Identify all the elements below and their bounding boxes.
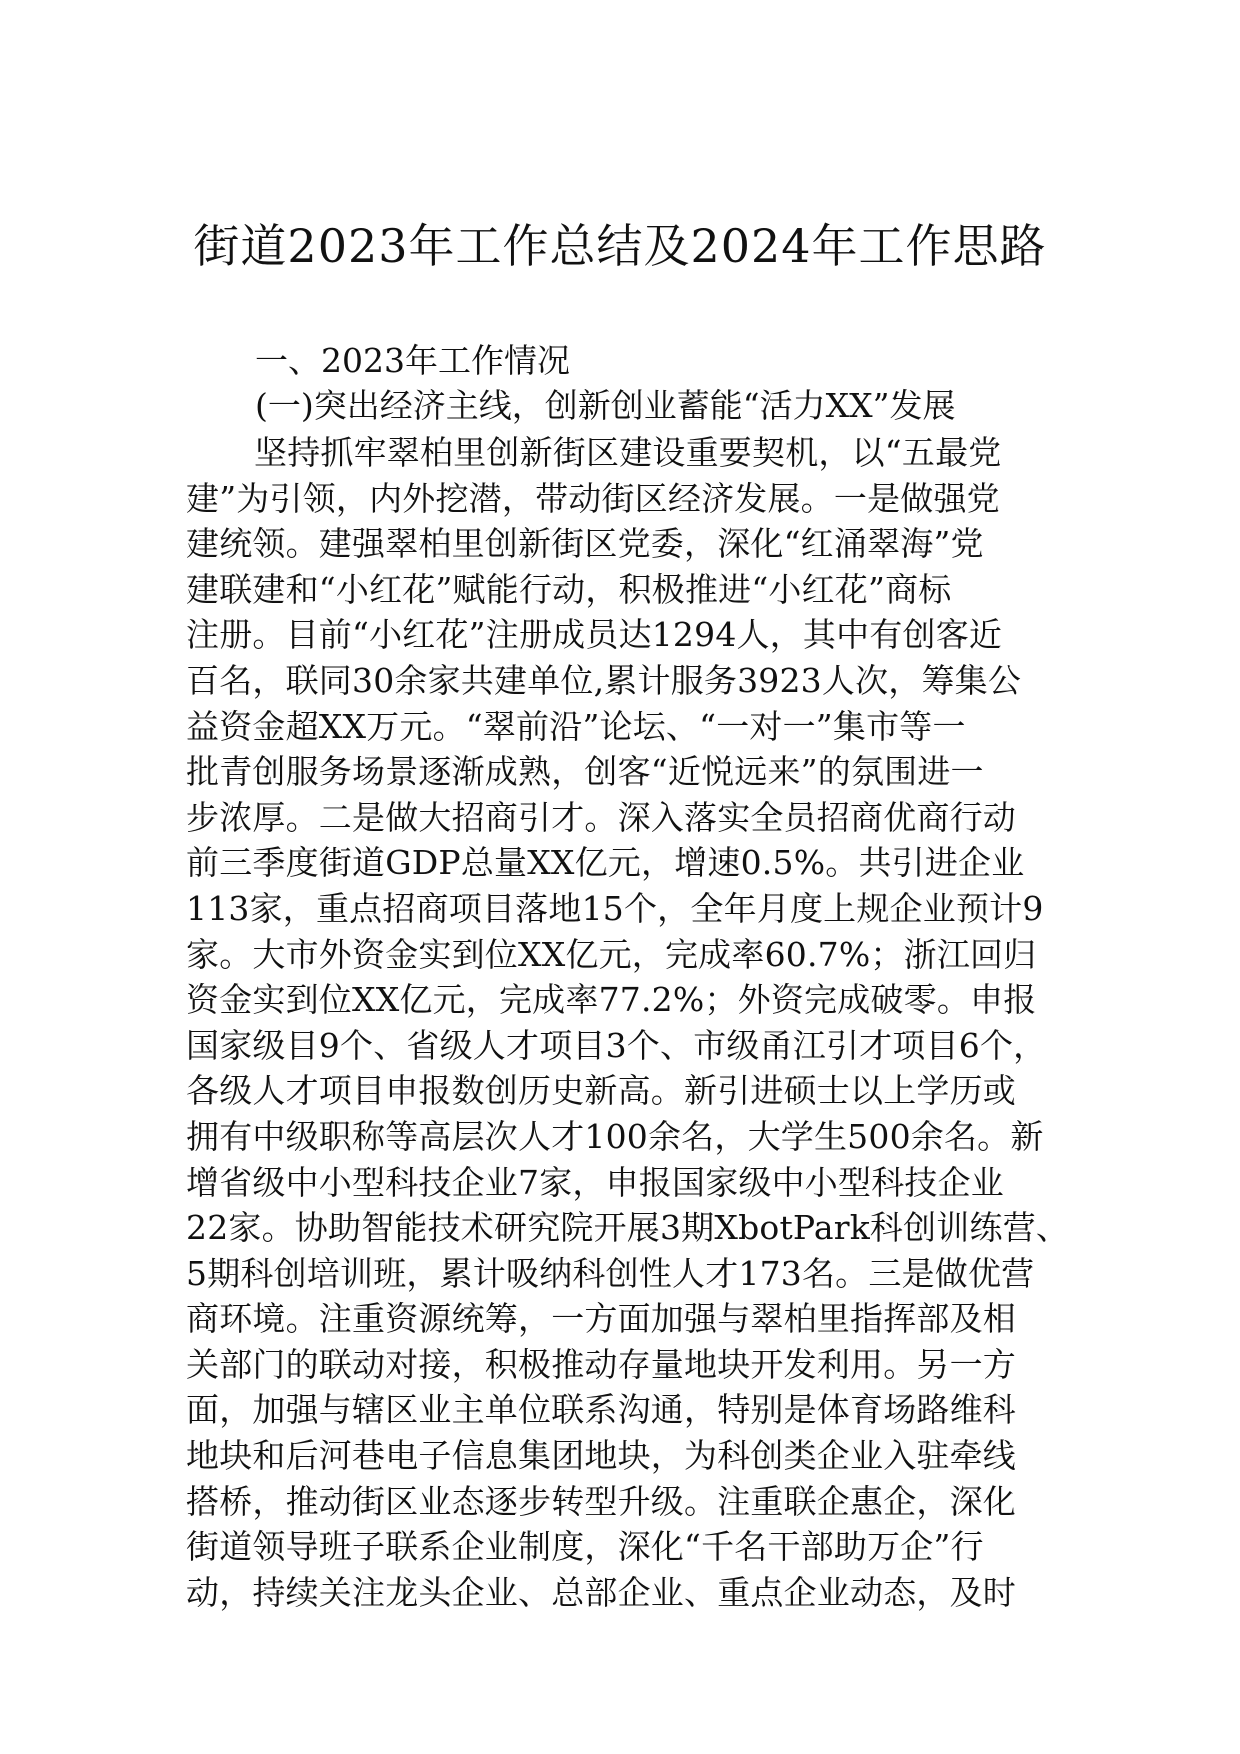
document-title: 街道2023年工作总结及2024年工作思路 <box>193 219 1047 273</box>
paragraph-line: 搭桥，推动街区业态逐步转型升级。注重联企惠企，深化 <box>186 1481 1016 1521</box>
paragraph-line: 资金实到位XX亿元，完成率77.2%；外资完成破零。申报 <box>186 980 1037 1020</box>
paragraph-line: 注册。目前“小红花”注册成员达1294人，其中有创客近 <box>186 615 1003 655</box>
section-heading: 一、2023年工作情况 <box>255 341 570 380</box>
paragraph-line: 批青创服务场景逐渐成熟，创客“近悦远来”的氛围进一 <box>186 752 984 792</box>
paragraph-line: 街道领导班子联系企业制度，深化“千名干部助万企”行 <box>186 1527 984 1567</box>
paragraph-line: 家。大市外资金实到位XX亿元，完成率60.7%；浙江回归 <box>186 934 1037 974</box>
paragraph-line: 步浓厚。二是做大招商引才。深入落实全员招商优商行动 <box>186 797 1016 837</box>
paragraph-line: 百名，联同30余家共建单位,累计服务3923人次，筹集公 <box>186 660 1022 700</box>
paragraph-line: 建统领。建强翠柏里创新街区党委，深化“红涌翠海”党 <box>186 524 984 564</box>
paragraph-line: 各级人才项目申报数创历史新高。新引进硕士以上学历或 <box>186 1071 1016 1111</box>
paragraph-line: 坚持抓牢翠柏里创新街区建设重要契机，以“五最党 <box>254 433 1002 472</box>
subsection-heading: (一)突出经济主线，创新创业蓄能“活力XX”发展 <box>255 386 956 425</box>
paragraph-line: 关部门的联动对接，积极推动存量地块开发利用。另一方 <box>186 1344 1016 1384</box>
paragraph-line: 益资金超XX万元。“翠前沿”论坛、“一对一”集市等一 <box>186 706 966 746</box>
paragraph-line: 建”为引领，内外挖潜，带动街区经济发展。一是做强党 <box>186 478 1000 518</box>
paragraph-line: 动，持续关注龙头企业、总部企业、重点企业动态，及时 <box>186 1572 1016 1612</box>
paragraph-line: 国家级目9个、省级人才项目3个、市级甬江引才项目6个， <box>186 1025 1047 1065</box>
paragraph-line: 建联建和“小红花”赋能行动，积极推进“小红花”商标 <box>186 569 952 609</box>
body-paragraph <box>186 430 1076 1615</box>
paragraph-line: 增省级中小型科技企业7家，申报国家级中小型科技企业 <box>186 1162 1004 1202</box>
paragraph-line: 5期科创培训班，累计吸纳科创性人才173名。三是做优营 <box>186 1253 1035 1293</box>
paragraph-line: 地块和后河巷电子信息集团地块，为科创类企业入驻牵线 <box>186 1436 1016 1476</box>
paragraph-line: 商环境。注重资源统筹，一方面加强与翠柏里指挥部及相 <box>186 1299 1016 1339</box>
paragraph-line: 22家。协助智能技术研究院开展3期XbotPark科创训练营、 <box>186 1208 1070 1248</box>
paragraph-line: 113家，重点招商项目落地15个，全年月度上规企业预计9 <box>186 888 1044 928</box>
paragraph-line: 前三季度街道GDP总量XX亿元，增速0.5%。共引进企业 <box>186 843 1025 883</box>
paragraph-line: 拥有中级职称等高层次人才100余名，大学生500余名。新 <box>186 1116 1044 1156</box>
paragraph-line: 面，加强与辖区业主单位联系沟通，特别是体育场路维科 <box>186 1390 1016 1430</box>
